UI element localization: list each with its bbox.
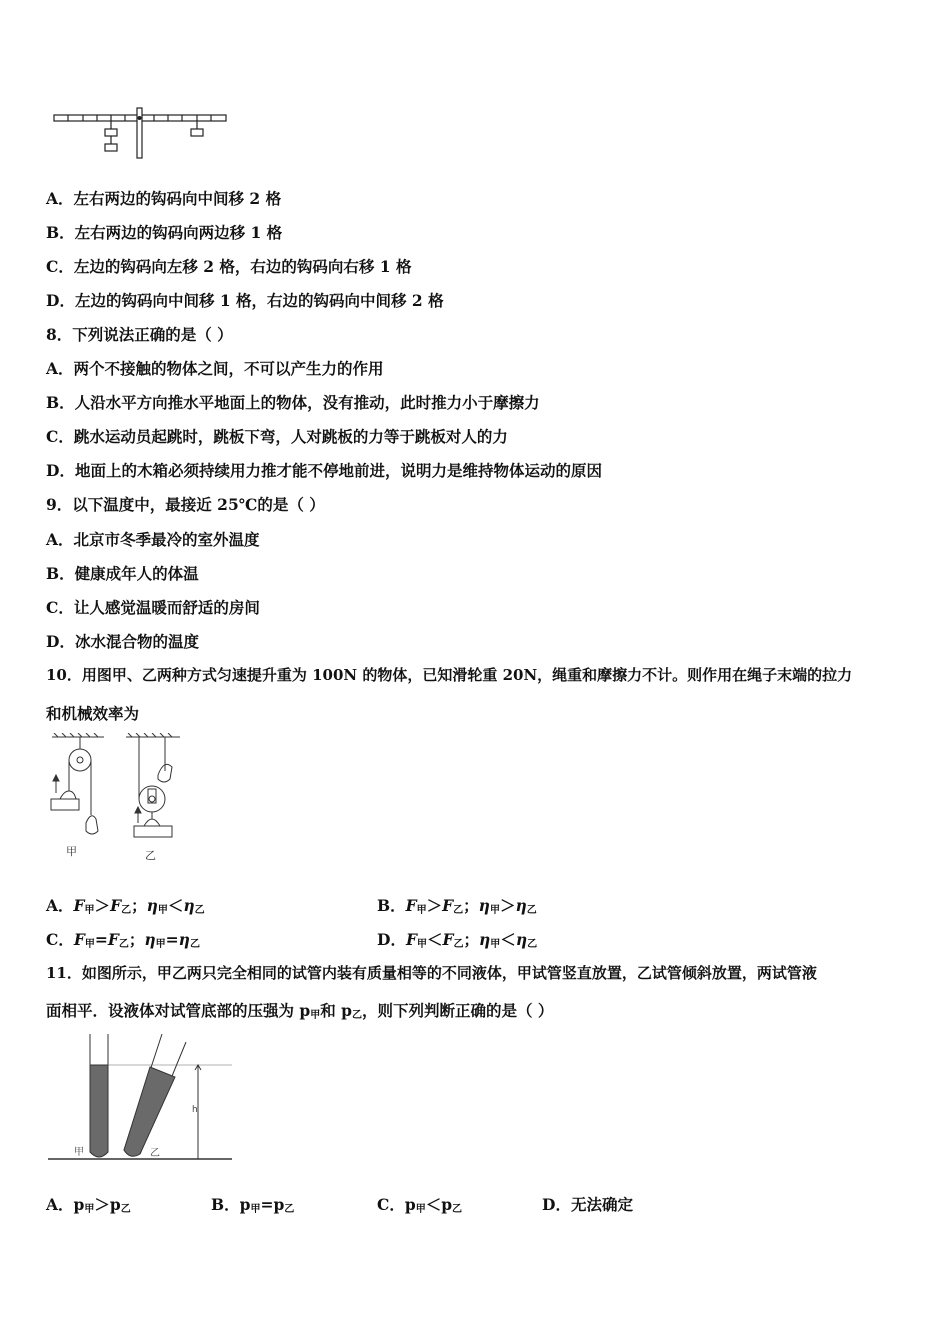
lever-option-c[interactable]: C．左边的钩码向左移 2 格，右边的钩码向右移 1 格 [46,257,412,276]
q10-option-a[interactable]: A．$F_甲>F_乙$；$\eta_甲<\eta_乙$ [46,896,205,916]
test-tube-figure [46,1030,236,1165]
q9-stem: 9．以下温度中，最接近 25℃的是（ ） [46,495,325,514]
q9-option-d[interactable]: D．冰水混合物的温度 [46,632,199,651]
q11-option-a[interactable]: A．$p_甲>p_乙$ [46,1195,131,1215]
q11-stem-line1: 11．如图所示，甲乙两只完全相同的试管内装有质量相等的不同液体，甲试管竖直放置，乙试管倾斜放置，两试管液 [46,964,817,982]
pulley-label-yi: 乙 [145,849,156,862]
lever-option-a[interactable]: A．左右两边的钩码向中间移 2 格 [46,189,282,208]
q10-stem-line2: 和机械效率为 [46,704,140,723]
pulley-figure [46,733,196,865]
q8-option-a[interactable]: A．两个不接触的物体之间，不可以产生力的作用 [46,359,384,378]
q11-stem-line2: 面相平．设液体对试管底部的压强为 $p_甲$和 $p_乙$，则下列判断正确的是（ ） [46,1001,554,1021]
q8-option-b[interactable]: B．人沿水平方向推水平地面上的物体，没有推动，此时推力小于摩擦力 [46,393,540,412]
q11-option-d[interactable]: D．无法确定 [542,1195,633,1214]
q10-option-d[interactable]: D．$F_甲<F_乙$；$\eta_甲<\eta_乙$ [377,930,538,950]
q10-option-c[interactable]: C．$F_甲=F_乙$；$\eta_甲=\eta_乙$ [46,930,200,950]
tube-label-h: h [192,1105,198,1115]
q8-stem: 8．下列说法正确的是（ ） [46,325,233,344]
q10-stem-line1: 10．用图甲、乙两种方式匀速提升重为 100N 的物体，已知滑轮重 20N，绳重和摩擦力不计。则作用在绳子末端的拉力 [46,666,853,684]
lever-figure [50,104,235,164]
lever-option-b[interactable]: B．左右两边的钩码向两边移 1 格 [46,223,283,242]
pulley-label-jia: 甲 [66,845,77,858]
q9-option-a[interactable]: A．北京市冬季最冷的室外温度 [46,530,260,549]
q8-option-c[interactable]: C．跳水运动员起跳时，跳板下弯，人对跳板的力等于跳板对人的力 [46,427,508,446]
q8-option-d[interactable]: D．地面上的木箱必须持续用力推才能不停地前进，说明力是维持物体运动的原因 [46,461,602,480]
q11-option-c[interactable]: C．$p_甲<p_乙$ [377,1195,463,1215]
q9-option-c[interactable]: C．让人感觉温暖而舒适的房间 [46,598,260,617]
lever-option-d[interactable]: D．左边的钩码向中间移 1 格，右边的钩码向中间移 2 格 [46,291,444,310]
tube-label-jia: 甲 [74,1147,84,1158]
q11-option-b[interactable]: B．$p_甲=p_乙$ [211,1195,295,1215]
q10-option-b[interactable]: B．$F_甲>F_乙$；$\eta_甲>\eta_乙$ [377,896,537,916]
tube-label-yi: 乙 [150,1148,160,1159]
q9-option-b[interactable]: B．健康成年人的体温 [46,564,199,583]
